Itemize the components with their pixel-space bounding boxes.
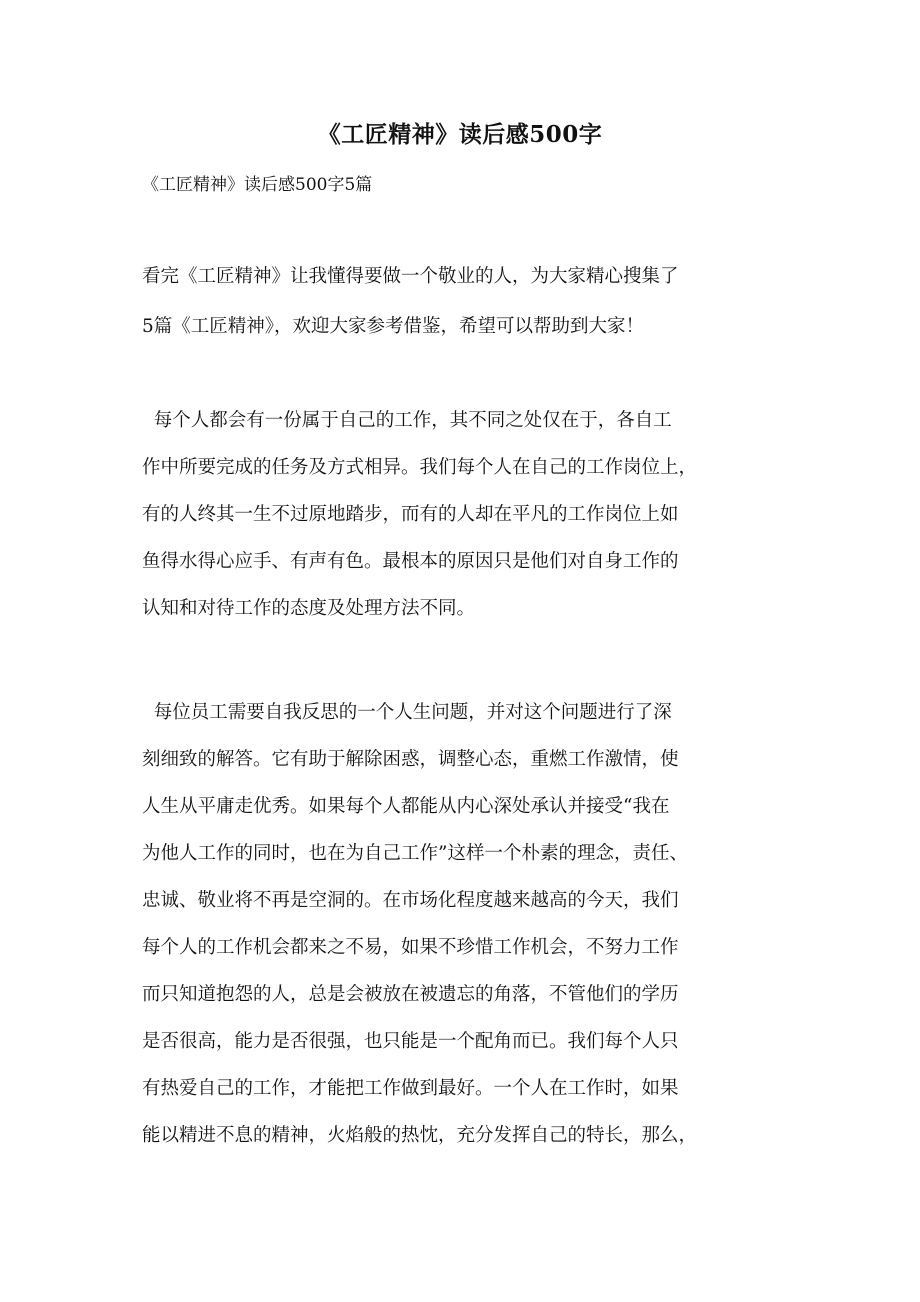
paragraph-line: 有的人终其一生不过原地踏步，而有的人却在平凡的工作岗位上如 [142,504,679,525]
intro-paragraph [142,262,782,362]
paragraph-line: 鱼得水得心应手、有声有色。最根本的原因只是他们对自身工作的 [142,551,679,572]
body-paragraph-1 [142,406,782,641]
body-paragraph-2 [142,698,782,1168]
paragraph-line: 是否很高，能力是否很强，也只能是一个配角而已。我们每个人只 [142,1031,679,1052]
paragraph-line: 能以精进不息的精神，火焰般的热忱，充分发挥自己的特长，那么， [142,1125,698,1146]
paragraph-line: 每个人的工作机会都来之不易，如果不珍惜工作机会，不努力工作 [142,937,679,958]
paragraph-line: 认知和对待工作的态度及处理方法不同。 [142,598,476,619]
paragraph-line: 有热爱自己的工作，才能把工作做到最好。一个人在工作时，如果 [142,1078,679,1099]
document-title: 《工匠精神》读后感500字 [317,121,603,148]
paragraph-line: 为他人工作的同时，也在为自己工作”这样一个朴素的理念，责任、 [142,843,688,864]
paragraph-line: 刻细致的解答。它有助于解除困惑，调整心态，重燃工作激情，使 [142,749,679,770]
paragraph-line: 人生从平庸走优秀。如果每个人都能从内心深处承认并接受“我在 [142,796,670,817]
paragraph-line: 忠诚、敬业将不再是空洞的。在市场化程度越来越高的今天，我们 [142,890,679,911]
document-subtitle: 《工匠精神》读后感500字5篇 [142,175,373,195]
intro-line: 5篇《工匠精神》，欢迎大家参考借鉴，希望可以帮助到大家！ [142,316,645,337]
intro-line: 看完《工匠精神》让我懂得要做一个敬业的人，为大家精心搜集了 [142,266,679,287]
paragraph-line: 每位员工需要自我反思的一个人生问题，并对这个问题进行了深 [142,702,672,723]
paragraph-line: 作中所要完成的任务及方式相异。我们每个人在自己的工作岗位上， [142,457,698,478]
paragraph-line: 而只知道抱怨的人，总是会被放在被遗忘的角落，不管他们的学历 [142,984,679,1005]
paragraph-line: 每个人都会有一份属于自己的工作，其不同之处仅在于，各自工 [142,410,672,431]
